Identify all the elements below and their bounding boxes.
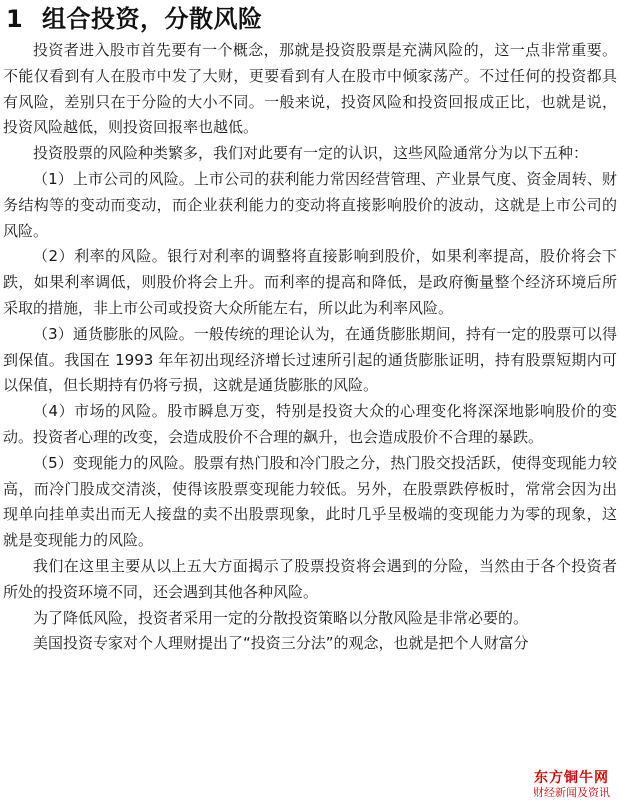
paragraph-risk-types: 投资股票的风险种类繁多，我们对此要有一定的认识，这些风险通常分为以下五种： — [33, 144, 589, 163]
paragraph-diversify: 为了降低风险，投资者采用一定的分散投资策略以分散风险是非常必要的。 — [33, 608, 529, 627]
body-text — [3, 38, 617, 657]
watermark-site-name: 东方铜牛网 — [534, 770, 609, 786]
paragraph-three-way: 美国投资专家对个人理财提出了“投资三分法”的观念，也就是把个人财富分 — [33, 634, 529, 653]
paragraph-risk-3: （3）通货膨胀的风险。一般传统的理论认为，在通货膨胀期间，持有一定的股票可以得到保值。我国在 1993 年年初出现经济增长过速所引起的通货膨胀证明，持有股票短期内可以保值，但长期持有仍将亏损，这就是通货膨胀的风险。 — [3, 324, 617, 395]
paragraph-intro: 投资者进入股市首先要有一个概念，那就是投资股票是充满风险的，这一点非常重要。不能仅看到有人在股市中发了大财，更要看到有人在股市中倾家荡产。不过任何的投资都具有风险，差别只在于分险的大小不同。一般来说，投资风险和投资回报成正比，也就是说，投资风险越低，则投资回报率也越低。 — [3, 41, 617, 137]
watermark-tagline: 财经新闻及资讯 — [533, 786, 610, 799]
paragraph-summary: 我们在这里主要从以上五大方面揭示了股票投资将会遇到的分险，当然由于各个投资者所处的投资环境不同，还会遇到其他各种风险。 — [3, 556, 617, 601]
paragraph-risk-1: （1）上市公司的风险。上市公司的获利能力常因经营管理、产业景气度、资金周转、财务结构等的变动而变动，而企业获利能力的变动将直接影响股价的波动，这就是上市公司的风险。 — [3, 169, 617, 240]
paragraph-risk-5: （5）变现能力的风险。股票有热门股和冷门股之分，热门股交投活跃，使得变现能力较高，而冷门股成交清淡，使得该股票变现能力较低。另外，在股票跌停板时，常常会因为出现单向挂单卖出而无人接盘的卖不出股票现象，此时几乎呈极端的变现能力为零的现象，这就是变现能力的风险。 — [3, 453, 617, 550]
paragraph-risk-4: （4）市场的风险。股市瞬息万变，特别是投资大众的心理变化将深深地影响股价的变动。投资者心理的改变，会造成股价不合理的飙升，也会造成股价不合理的暴跌。 — [3, 402, 617, 446]
site-watermark — [531, 770, 612, 800]
section-number: 1 — [6, 5, 24, 33]
section-title: 组合投资，分散风险 — [42, 5, 263, 33]
paragraph-risk-2: （2）利率的风险。银行对利率的调整将直接影响到股价，如果利率提高，股价将会下跌，如果利率调低，则股价将会上升。而利率的提高和降低，是政府衡量整个经济环境后所采取的措施，非上市公司或投资大众所能左右，所以此为利率风险。 — [3, 247, 617, 317]
section-heading — [6, 2, 263, 36]
